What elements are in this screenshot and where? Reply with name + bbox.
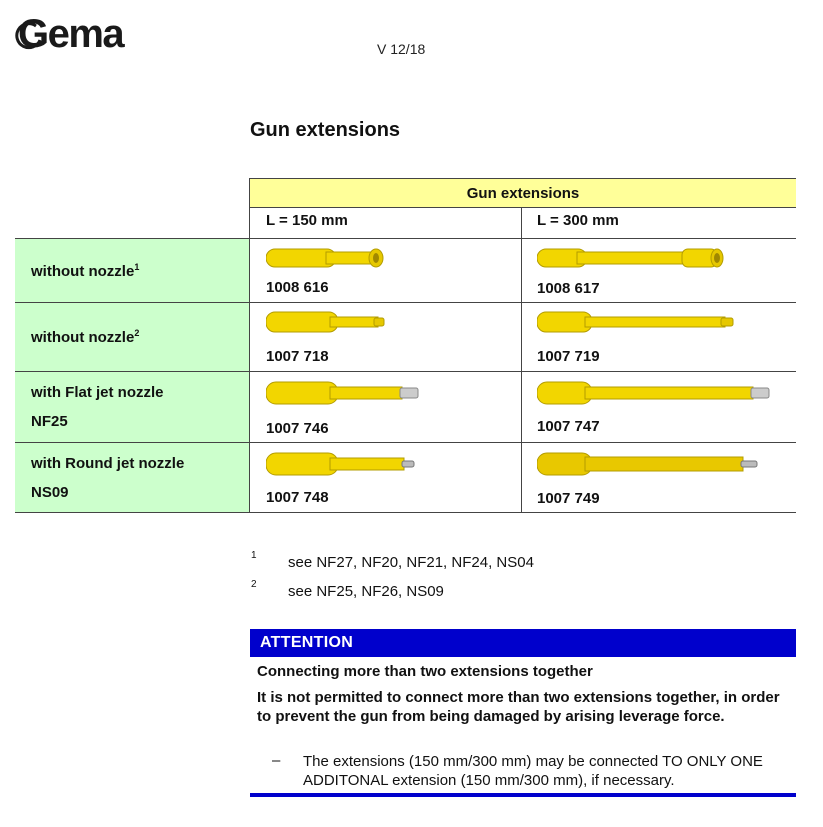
footnote-mark: 2 bbox=[251, 579, 257, 590]
row-label-text-2: NF25 bbox=[31, 413, 68, 430]
part-number-300: 1007 749 bbox=[537, 490, 600, 507]
row-label-text: without nozzle bbox=[31, 329, 135, 346]
extension-300-image bbox=[537, 451, 763, 477]
attention-subtitle: Connecting more than two extensions together bbox=[257, 663, 593, 680]
gema-logo bbox=[14, 14, 144, 58]
row-label-text: with Flat jet nozzle bbox=[31, 384, 164, 401]
version-label: V 12/18 bbox=[377, 41, 426, 57]
extension-300-image bbox=[537, 380, 772, 406]
part-number-150: 1008 616 bbox=[266, 279, 329, 296]
footnote-text: see NF27, NF20, NF21, NF24, NS04 bbox=[288, 554, 534, 571]
extension-150-image bbox=[266, 310, 388, 334]
row-label-1 bbox=[15, 239, 249, 302]
footnote-ref: 1 bbox=[134, 261, 140, 272]
footnote-ref: 2 bbox=[134, 328, 140, 338]
row-label-3 bbox=[15, 372, 249, 442]
attention-bottom-rule bbox=[250, 793, 796, 797]
column-header-150: L = 150 mm bbox=[266, 212, 348, 229]
extension-150-image bbox=[266, 246, 386, 270]
extension-300-image bbox=[537, 310, 737, 334]
table-divider bbox=[249, 178, 250, 513]
row-label-text: without nozzle bbox=[31, 262, 135, 280]
attention-bar bbox=[250, 629, 796, 657]
footnote-mark: 1 bbox=[251, 550, 257, 561]
extension-150-image bbox=[266, 451, 418, 477]
part-number-300: 1007 719 bbox=[537, 348, 600, 365]
row-label-text: with Round jet nozzle bbox=[31, 454, 185, 472]
row-label-2 bbox=[15, 303, 249, 371]
attention-dash: – bbox=[272, 752, 281, 769]
extension-300-image bbox=[537, 246, 727, 270]
part-number-150: 1007 746 bbox=[266, 420, 329, 437]
table-group-header: Gun extensions bbox=[250, 178, 796, 208]
attention-body: It is not permitted to connect more than two extensions together, in order to prevent the gun from being damaged by arising leverage force. bbox=[257, 689, 780, 725]
extension-150-image bbox=[266, 380, 422, 406]
page-title: Gun extensions bbox=[250, 119, 401, 141]
footnote-text: see NF25, NF26, NS09 bbox=[288, 583, 444, 600]
part-number-300: 1008 617 bbox=[537, 280, 600, 297]
row-label-4 bbox=[15, 443, 249, 512]
logo-text: Gema bbox=[18, 12, 124, 56]
column-header-300: L = 300 mm bbox=[537, 212, 619, 229]
table-divider bbox=[250, 238, 796, 239]
part-number-300: 1007 747 bbox=[537, 418, 600, 435]
part-number-150: 1007 718 bbox=[266, 348, 329, 365]
row-label-text-2: NS09 bbox=[31, 483, 69, 501]
attention-title: ATTENTION bbox=[260, 634, 354, 651]
table-divider bbox=[15, 238, 250, 239]
table-divider bbox=[521, 208, 522, 513]
part-number-150: 1007 748 bbox=[266, 489, 329, 506]
table-divider bbox=[15, 371, 796, 372]
table-divider bbox=[15, 302, 796, 303]
table-divider bbox=[15, 512, 796, 513]
table-divider bbox=[15, 442, 796, 443]
attention-note: The extensions (150 mm/300 mm) may be connected TO ONLY ONE ADDITONAL extension (150 mm/300 mm), if necessary. bbox=[303, 753, 763, 789]
